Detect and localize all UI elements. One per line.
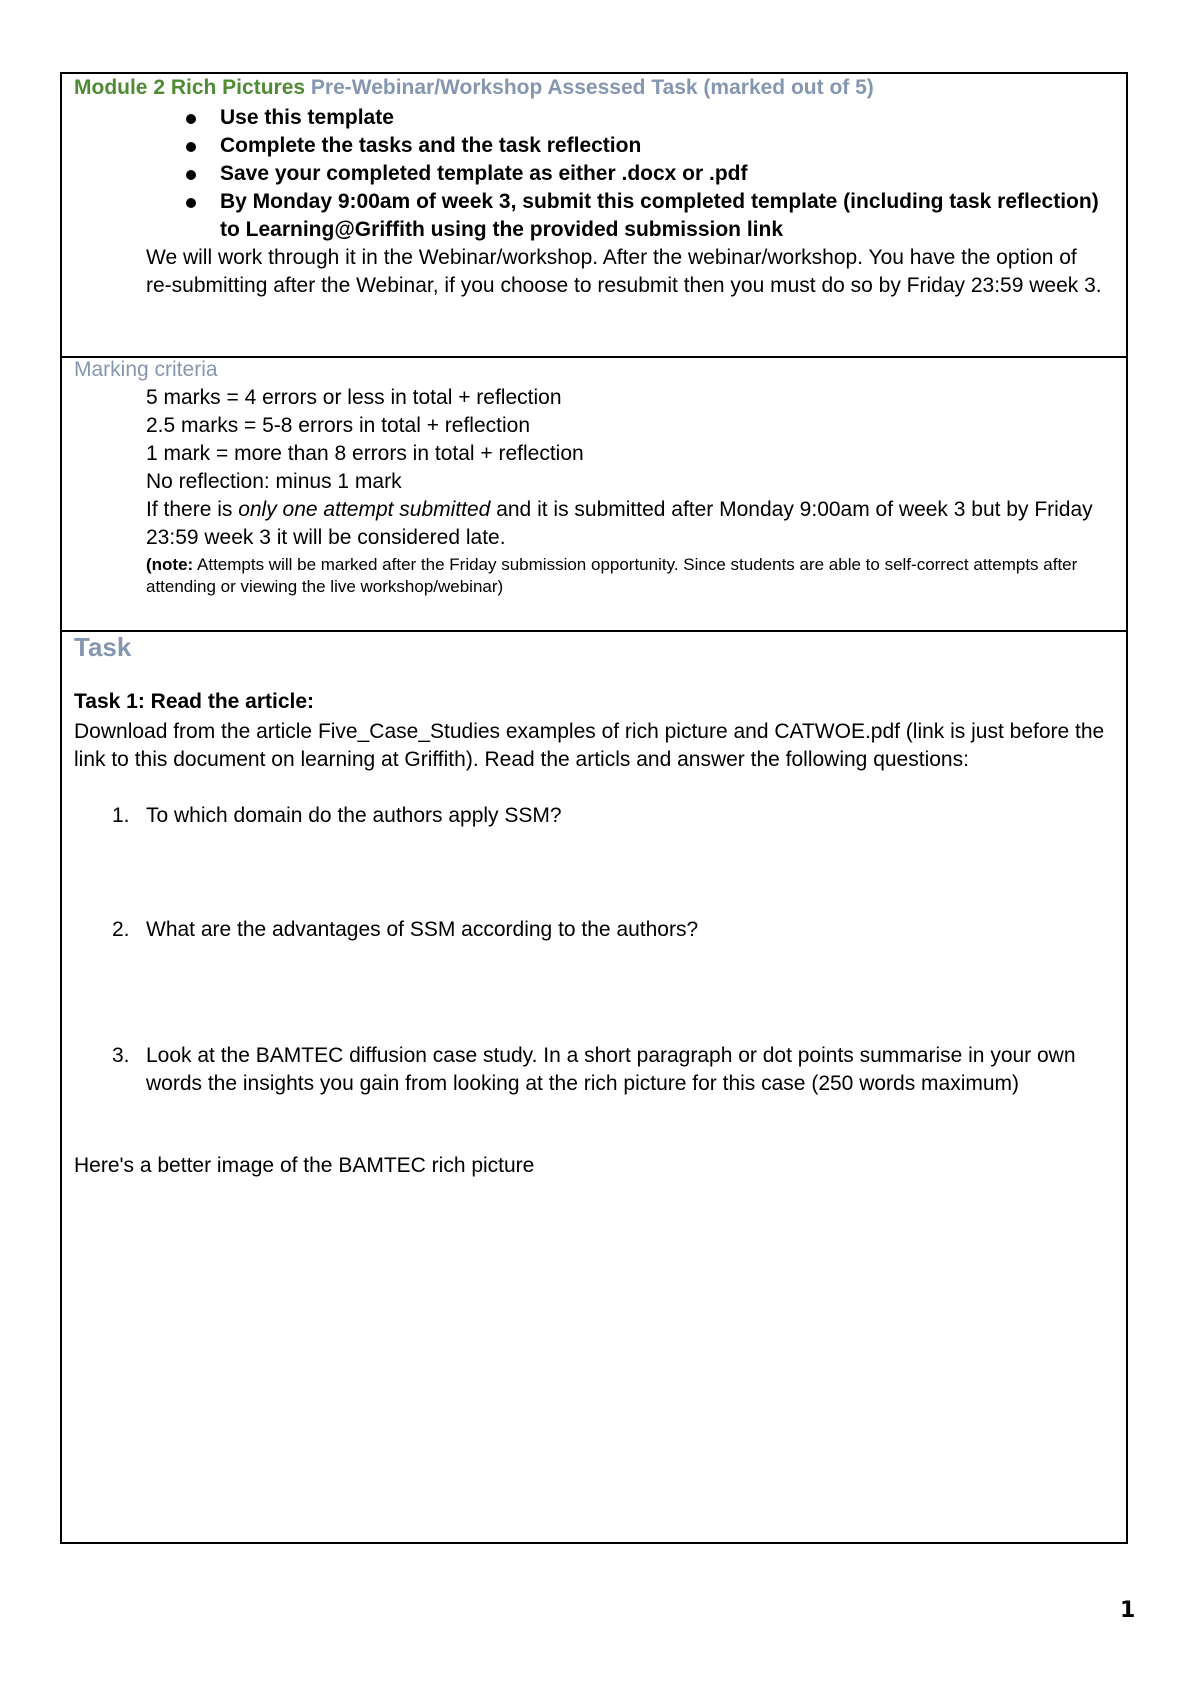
bullet-icon bbox=[186, 198, 196, 208]
question-2: 2. What are the advantages of SSM according to the authors? bbox=[112, 918, 699, 941]
list-item: Save your completed template as either .docx or .pdf bbox=[180, 160, 1110, 188]
bullet-icon bbox=[186, 114, 196, 124]
module-title: Module 2 Rich Pictures bbox=[74, 76, 306, 99]
module-heading bbox=[74, 76, 874, 100]
better-image-text: Here's a better image of the BAMTEC rich picture bbox=[74, 1154, 535, 1177]
webinar-paragraph: We will work through it in the Webinar/workshop. After the webinar/workshop. You have the option of re-submitting after the Webinar, if you choose to resubmit then you must do so by Friday 23:59 week 3. bbox=[146, 246, 1102, 297]
marking-note: (note: Attempts will be marked after the Friday submission opportunity. Since students are able to self-correct attempts after attending or viewing the live workshop/webinar) bbox=[146, 555, 1078, 596]
task-intro: Download from the article Five_Case_Studies examples of rich picture and CATWOE.pdf (link is just before the link to this document on learning at Griffith). Read the articls and answer the following questions: bbox=[74, 720, 1105, 771]
bullet-icon bbox=[186, 170, 196, 180]
list-item: Complete the tasks and the task reflection bbox=[180, 132, 1110, 160]
task1-heading: Task 1: Read the article: bbox=[74, 690, 315, 713]
criteria-line: 2.5 marks = 5-8 errors in total + reflection bbox=[146, 414, 530, 437]
criteria-line: No reflection: minus 1 mark bbox=[146, 470, 402, 493]
criteria-line: 1 mark = more than 8 errors in total + reflection bbox=[146, 442, 584, 465]
criteria-line: 5 marks = 4 errors or less in total + reflection bbox=[146, 386, 562, 409]
page-number: 1 bbox=[1120, 1598, 1136, 1623]
bullet-icon bbox=[186, 142, 196, 152]
instructions-section bbox=[62, 74, 1126, 358]
marking-criteria-section bbox=[62, 358, 1126, 632]
template-table bbox=[60, 72, 1128, 1544]
task-section bbox=[62, 632, 1126, 1542]
instruction-list bbox=[180, 104, 1110, 244]
marking-criteria-label: Marking criteria bbox=[74, 358, 218, 381]
question-1: 1. To which domain do the authors apply SSM? bbox=[112, 804, 562, 827]
task-subtitle: Pre-Webinar/Workshop Assessed Task (marked out of 5) bbox=[310, 76, 874, 99]
list-item: By Monday 9:00am of week 3, submit this completed template (including task reflection) to Learning@Griffith using the provided submission link bbox=[180, 188, 1110, 244]
list-item: Use this template bbox=[180, 104, 1110, 132]
late-submission-text: If there is only one attempt submitted and it is submitted after Monday 9:00am of week 3 but by Friday 23:59 week 3 it will be considered late. bbox=[146, 498, 1093, 549]
task-heading: Task bbox=[74, 632, 132, 662]
question-3: 3. Look at the BAMTEC diffusion case study. In a short paragraph or dot points summarise in your own words the insights you gain from looking at the rich picture for this case (250 words maximum) bbox=[112, 1044, 1076, 1095]
